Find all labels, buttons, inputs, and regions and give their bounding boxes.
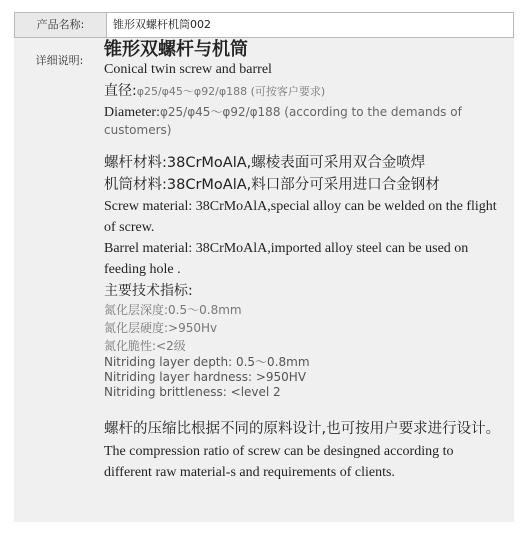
product-name-label: 产品名称: [15, 13, 107, 37]
detail-content [104, 38, 510, 483]
compression-cn: 螺杆的压缩比根据不同的原料设计,也可按用户要求进行设计。 [104, 421, 501, 437]
tech-specs-en-list [104, 355, 510, 400]
product-name-value: 锥形双螺杆机筒002 [113, 18, 211, 31]
diameter-cn-value: φ25/φ45〜φ92/φ188 (可按客户要求) [136, 85, 326, 98]
tech-heading-cn: 主要技术指标: [104, 283, 193, 299]
diameter-cn-label: 直径: [104, 83, 137, 99]
tech-spec-en-item: Nitriding layer depth: 0.5〜0.8mm [104, 355, 310, 369]
diameter-en-label: Diameter: [104, 105, 160, 120]
diameter-en-value: φ25/φ45〜φ92/φ188 (according to the demands of customers) [104, 105, 462, 137]
tech-specs-cn-list [104, 301, 510, 355]
tech-spec-en-item: Nitriding brittleness: <level 2 [104, 385, 281, 399]
product-name-row [14, 12, 514, 38]
screw-material-en: Screw material: 38CrMoAlA,special alloy can be welded on the flight of screw. [104, 199, 497, 235]
barrel-material-en: Barrel material: 38CrMoAlA,imported alloy steel can be used on feeding hole . [104, 241, 469, 277]
tech-spec-cn-item: 氮化层深度:0.5〜0.8mm [104, 303, 242, 317]
diameter-cn-line [104, 80, 510, 101]
title-en: Conical twin screw and barrel [104, 62, 272, 77]
barrel-material-cn: 机筒材料:38CrMoAlA,料口部分可采用进口合金钢材 [104, 177, 440, 193]
product-detail-panel [14, 12, 514, 522]
tech-spec-en-item: Nitriding layer hardness: >950HV [104, 370, 307, 384]
compression-en: The compression ratio of screw can be desingned according to different raw material-s and requirements of clients. [104, 444, 454, 480]
screw-material-cn: 螺杆材料:38CrMoAlA,螺棱表面可采用双合金喷焊 [104, 155, 426, 171]
tech-spec-cn-item: 氮化层硬度:>950Hv [104, 321, 218, 335]
diameter-en-line [104, 103, 510, 138]
tech-spec-cn-item: 氮化脆性:<2级 [104, 339, 186, 353]
detail-label: 详细说明: [35, 54, 84, 67]
title-cn: 锥形双螺杆与机筒 [104, 39, 248, 60]
